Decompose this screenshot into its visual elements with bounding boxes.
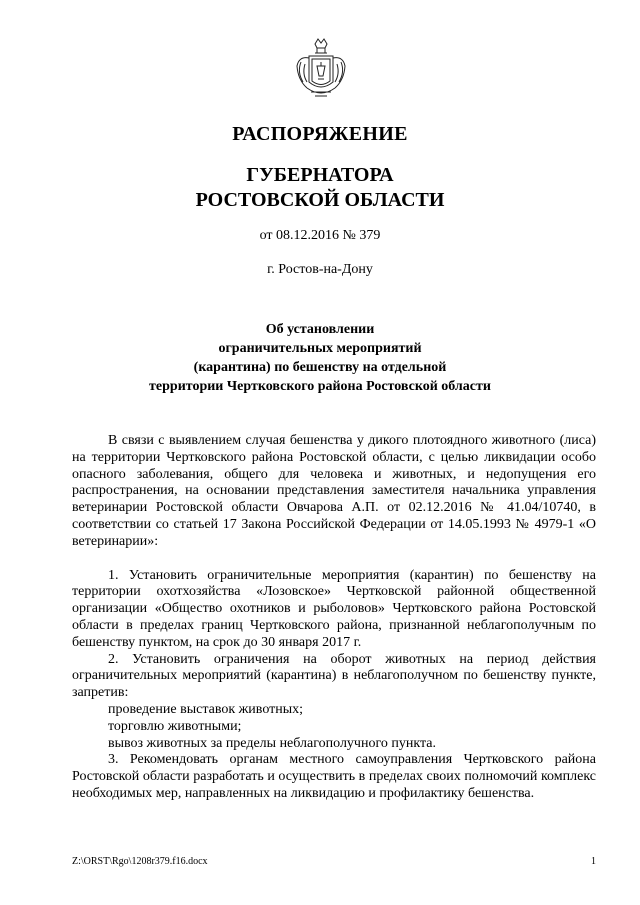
subject-line-2: ограничительных мероприятий	[218, 341, 422, 356]
file-path: Z:\ORST\Rgo\1208r379.f16.docx	[72, 856, 208, 867]
subject-line-1: Об установлении	[265, 322, 375, 337]
item-1-paragraph: 1. Установить ограничительные мероприятия (карантин) по бешенству на территории охотхозяйства «Лозовское» Чертковской районной общественной организации «Общество охотников и рыболовов» Чертковского района Ростовской области в пределах границ Чертковского района, признанной неблагополучным по бешенству пунктом, на срок до 30 января 2017 г.	[72, 567, 596, 650]
item-3-paragraph: 3. Рекомендовать органам местного самоуправления Чертковского района Ростовской области разработать и осуществить в пределах своих полномочий комплекс необходимых мер, направленных на ликвидацию и профилактику бешенства.	[72, 752, 596, 801]
document-body	[72, 433, 596, 803]
item-2-paragraph: 2. Установить ограничения на оборот животных на период действия ограничительных мероприятий (карантина) в неблагополучном по бешенству пункте, запретив:	[72, 651, 596, 701]
issuer-line-1: ГУБЕРНАТОРА	[246, 164, 394, 186]
page-number: 1	[591, 856, 596, 867]
subject-line-4: территории Чертковского района Ростовской области	[149, 379, 491, 394]
city: г. Ростов-на-Дону	[267, 262, 373, 277]
document-title: РАСПОРЯЖЕНИЕ	[232, 123, 408, 145]
item-2-subitem-1: проведение выставок животных;	[108, 701, 304, 717]
date-number: от 08.12.2016 № 379	[259, 228, 381, 243]
item-2-subitem-2: торговлю животными;	[108, 718, 242, 734]
issuer-line-2: РОСТОВСКОЙ ОБЛАСТИ	[195, 189, 445, 211]
subject-line-3: (карантина) по бешенству на отдельной	[193, 360, 447, 375]
item-2-subitem-3: вывоз животных за пределы неблагополучного пункта.	[108, 735, 436, 751]
coat-of-arms-icon	[293, 36, 349, 102]
subject-heading	[0, 320, 640, 396]
preamble-paragraph: В связи с выявлением случая бешенства у дикого плотоядного животного (лиса) на территории Чертковского района Ростовской области, с целью ликвидации особо опасного заболевания, общего для человека и животных, и недопущения его распространения, на основании представления заместителя начальника управления ветеринарии Ростовской области Овчарова А.П. от 02.12.2016 № 41.04/10740, в соответствии со статьей 17 Закона Российской Федерации от 14.05.1993 № 4979-1 «О ветеринарии»:	[72, 433, 596, 549]
issuer-block	[0, 163, 640, 213]
